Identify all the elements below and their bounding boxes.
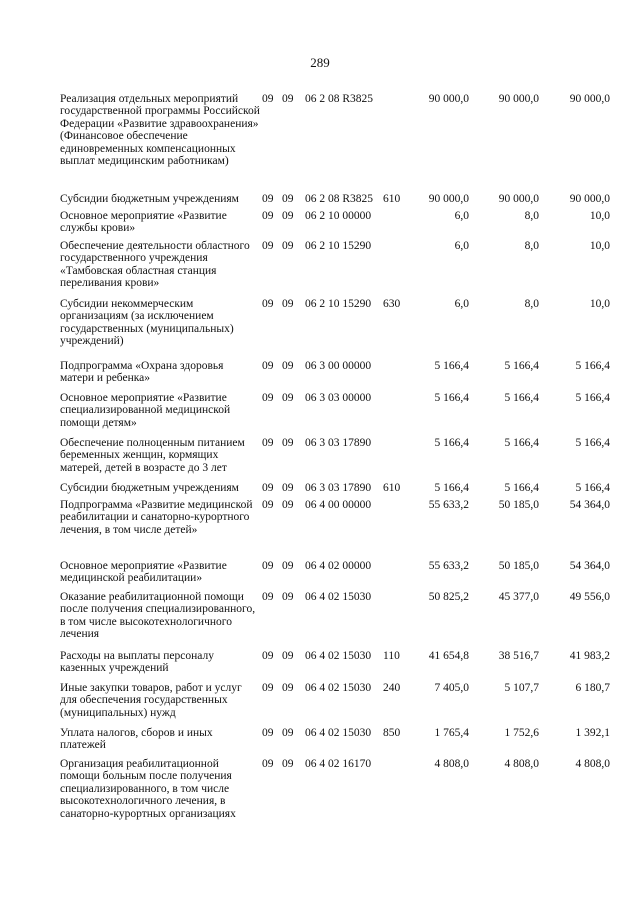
row-value-3: 5 166,4 — [575, 360, 610, 372]
row-name: Субсидии некоммерческим организациям (за исключением государственных (муниципальных) учреждений) — [60, 298, 234, 348]
row-value-3: 10,0 — [589, 298, 610, 310]
row-value-3: 90 000,0 — [569, 93, 610, 105]
row-value-3: 10,0 — [589, 210, 610, 222]
row-value-1: 90 000,0 — [428, 193, 469, 205]
row-value-2: 5 166,4 — [504, 392, 539, 404]
row-value-2: 4 808,0 — [504, 758, 539, 770]
row-value-3: 54 364,0 — [569, 499, 610, 511]
row-rz: 09 — [262, 499, 274, 511]
row-value-1: 55 633,2 — [428, 560, 469, 572]
row-name: Расходы на выплаты персоналу казенных учреждений — [60, 650, 214, 675]
row-vr: 610 — [383, 193, 401, 205]
row-name: Основное мероприятие «Развитие специализированной медицинской помощи детям» — [60, 392, 231, 429]
row-value-1: 4 808,0 — [434, 758, 469, 770]
row-value-3: 41 983,2 — [569, 650, 610, 662]
row-pr: 09 — [282, 560, 294, 572]
row-csr: 06 2 10 15290 — [305, 298, 372, 310]
row-name: Обеспечение полноценным питанием беременных женщин, кормящих матерей, детей в возрасте до 3 лет — [60, 437, 245, 474]
row-csr: 06 2 10 00000 — [305, 210, 372, 222]
row-value-2: 1 752,6 — [504, 727, 539, 739]
row-value-2: 5 166,4 — [504, 437, 539, 449]
row-value-3: 5 166,4 — [575, 482, 610, 494]
row-rz: 09 — [262, 758, 274, 770]
row-value-3: 5 166,4 — [575, 437, 610, 449]
row-name: Реализация отдельных мероприятий государственной программы Российской Федерации «Развитие здравоохранения» (Финансовое обеспечение единовременных компенсационных выплат медицинским работникам) — [60, 93, 260, 168]
row-rz: 09 — [262, 591, 274, 603]
row-name: Подпрограмма «Охрана здоровья матери и ребенка» — [60, 360, 224, 385]
row-value-2: 5 166,4 — [504, 482, 539, 494]
row-rz: 09 — [262, 482, 274, 494]
row-csr: 06 2 10 15290 — [305, 240, 372, 252]
row-value-1: 90 000,0 — [428, 93, 469, 105]
row-csr: 06 2 08 R3825 — [305, 93, 374, 105]
row-value-3: 10,0 — [589, 240, 610, 252]
row-value-2: 8,0 — [524, 240, 539, 252]
row-pr: 09 — [282, 93, 294, 105]
row-csr: 06 4 02 15030 — [305, 727, 372, 739]
row-pr: 09 — [282, 591, 294, 603]
row-rz: 09 — [262, 437, 274, 449]
row-value-1: 5 166,4 — [434, 437, 469, 449]
row-csr: 06 4 02 16170 — [305, 758, 372, 770]
row-name: Оказание реабилитационной помощи после получения специализированного, в том числе высокотехнологичного лечения — [60, 591, 256, 641]
row-csr: 06 3 00 00000 — [305, 360, 372, 372]
row-value-1: 6,0 — [454, 210, 469, 222]
row-csr: 06 4 02 15030 — [305, 591, 372, 603]
row-csr: 06 4 00 00000 — [305, 499, 372, 511]
row-name: Основное мероприятие «Развитие службы крови» — [60, 210, 227, 235]
page-number: 289 — [310, 55, 330, 70]
row-value-2: 5 166,4 — [504, 360, 539, 372]
row-value-3: 1 392,1 — [575, 727, 610, 739]
row-rz: 09 — [262, 392, 274, 404]
row-value-2: 50 185,0 — [498, 499, 539, 511]
row-value-3: 54 364,0 — [569, 560, 610, 572]
row-rz: 09 — [262, 682, 274, 694]
row-rz: 09 — [262, 650, 274, 662]
row-pr: 09 — [282, 360, 294, 372]
row-name: Организация реабилитационной помощи больным после получения специализированного, в том числе высокотехнологичного лечения, в санаторно-курортных организациях — [60, 758, 236, 820]
row-value-2: 38 516,7 — [498, 650, 539, 662]
row-value-2: 45 377,0 — [498, 591, 539, 603]
row-csr: 06 3 03 17890 — [305, 482, 372, 494]
row-pr: 09 — [282, 482, 294, 494]
row-rz: 09 — [262, 93, 274, 105]
row-pr: 09 — [282, 727, 294, 739]
row-pr: 09 — [282, 758, 294, 770]
row-value-1: 1 765,4 — [434, 727, 469, 739]
row-rz: 09 — [262, 560, 274, 572]
row-value-2: 5 107,7 — [504, 682, 539, 694]
row-csr: 06 4 02 00000 — [305, 560, 372, 572]
row-name: Основное мероприятие «Развитие медицинской реабилитации» — [60, 560, 227, 585]
row-value-2: 8,0 — [524, 298, 539, 310]
row-csr: 06 4 02 15030 — [305, 650, 372, 662]
row-value-2: 90 000,0 — [498, 93, 539, 105]
row-pr: 09 — [282, 298, 294, 310]
row-value-3: 90 000,0 — [569, 193, 610, 205]
row-name: Субсидии бюджетным учреждениям — [60, 193, 239, 205]
row-value-1: 55 633,2 — [428, 499, 469, 511]
row-pr: 09 — [282, 392, 294, 404]
row-pr: 09 — [282, 193, 294, 205]
row-rz: 09 — [262, 360, 274, 372]
row-value-2: 8,0 — [524, 210, 539, 222]
row-value-3: 4 808,0 — [575, 758, 610, 770]
row-csr: 06 3 03 00000 — [305, 392, 372, 404]
row-csr: 06 4 02 15030 — [305, 682, 372, 694]
row-value-2: 90 000,0 — [498, 193, 539, 205]
row-pr: 09 — [282, 240, 294, 252]
row-value-1: 6,0 — [454, 298, 469, 310]
row-value-2: 50 185,0 — [498, 560, 539, 572]
row-pr: 09 — [282, 437, 294, 449]
row-rz: 09 — [262, 210, 274, 222]
row-rz: 09 — [262, 727, 274, 739]
row-value-1: 5 166,4 — [434, 482, 469, 494]
row-value-1: 41 654,8 — [428, 650, 469, 662]
row-value-1: 7 405,0 — [434, 682, 469, 694]
row-vr: 850 — [383, 727, 401, 739]
row-pr: 09 — [282, 682, 294, 694]
row-value-1: 6,0 — [454, 240, 469, 252]
row-value-1: 50 825,2 — [428, 591, 469, 603]
row-value-1: 5 166,4 — [434, 392, 469, 404]
row-vr: 110 — [383, 650, 400, 662]
row-pr: 09 — [282, 499, 294, 511]
row-value-3: 5 166,4 — [575, 392, 610, 404]
row-name: Иные закупки товаров, работ и услуг для обеспечения государственных (муниципальных) нужд — [60, 682, 242, 719]
row-pr: 09 — [282, 210, 294, 222]
row-value-1: 5 166,4 — [434, 360, 469, 372]
row-name: Обеспечение деятельности областного государственного учреждения «Тамбовская областная станция переливания крови» — [60, 240, 250, 290]
row-vr: 630 — [383, 298, 401, 310]
row-value-3: 49 556,0 — [569, 591, 610, 603]
row-name: Подпрограмма «Развитие медицинской реабилитации и санаторно-курортного лечения, в том числе детей» — [60, 499, 253, 536]
row-name: Субсидии бюджетным учреждениям — [60, 482, 239, 494]
row-name: Уплата налогов, сборов и иных платежей — [60, 727, 213, 752]
row-rz: 09 — [262, 298, 274, 310]
row-rz: 09 — [262, 240, 274, 252]
row-pr: 09 — [282, 650, 294, 662]
row-vr: 610 — [383, 482, 401, 494]
row-vr: 240 — [383, 682, 401, 694]
row-csr: 06 2 08 R3825 — [305, 193, 374, 205]
row-rz: 09 — [262, 193, 274, 205]
row-csr: 06 3 03 17890 — [305, 437, 372, 449]
row-value-3: 6 180,7 — [575, 682, 610, 694]
